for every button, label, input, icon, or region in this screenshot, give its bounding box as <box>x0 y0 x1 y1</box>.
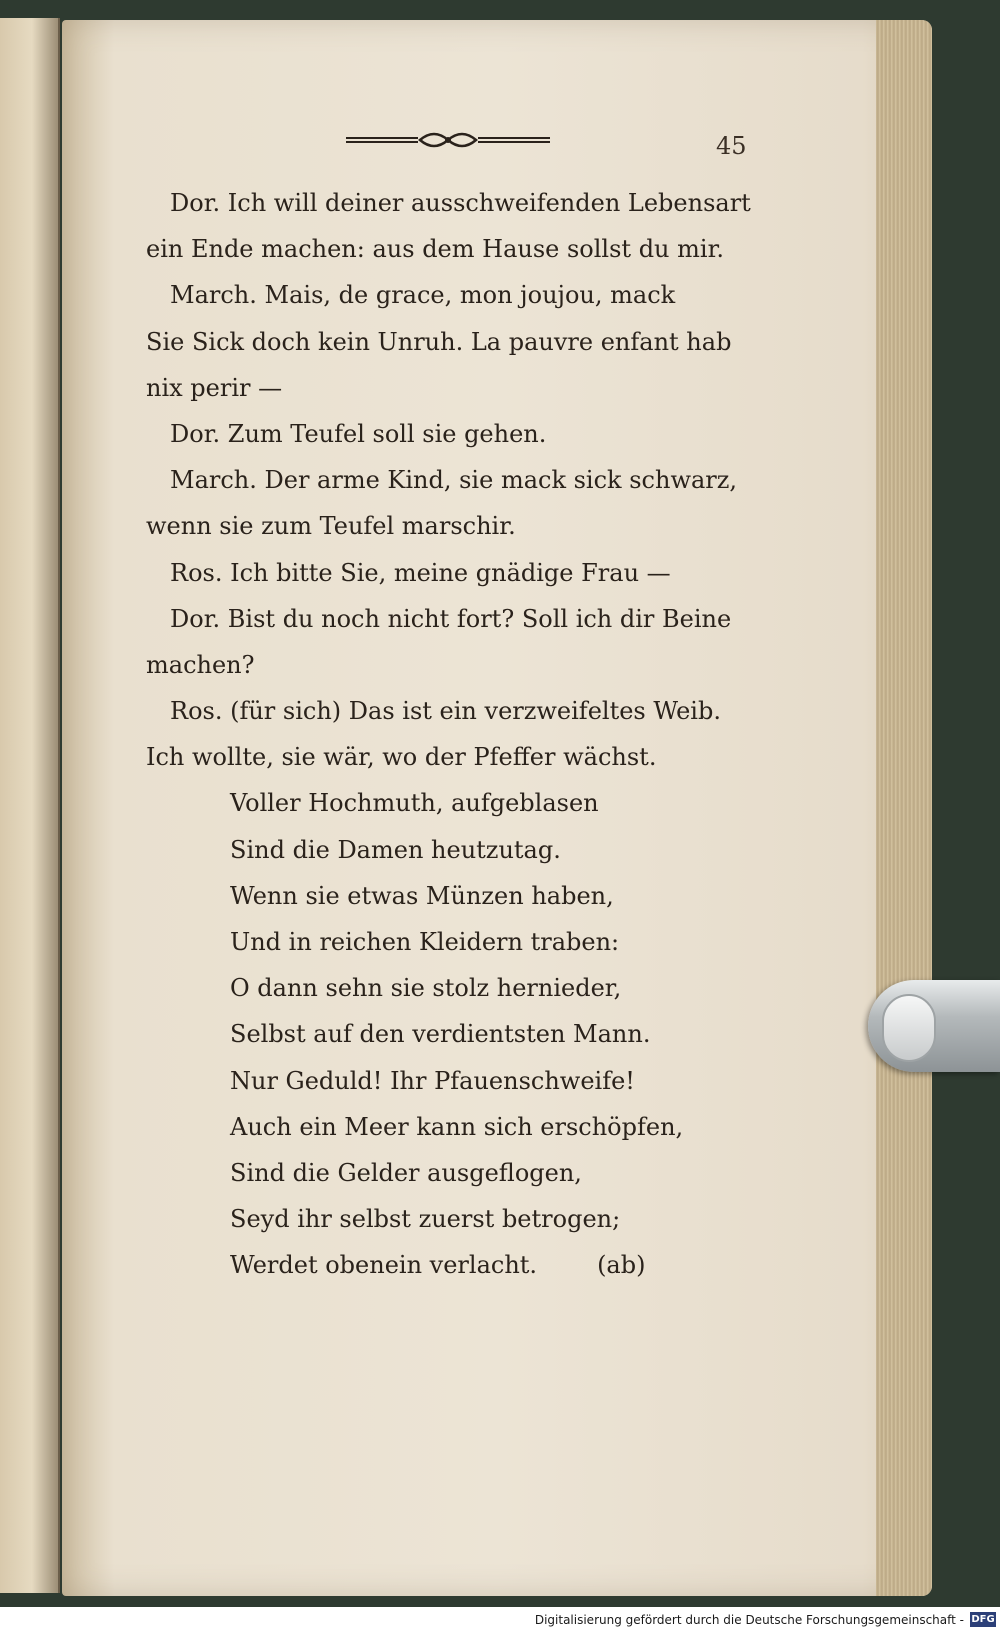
text-line <box>146 550 766 596</box>
line-text: Selbst auf den verdientsten Mann. <box>230 1020 651 1049</box>
text-line <box>146 411 766 457</box>
text-line <box>146 596 766 642</box>
line-text: Nur Geduld! Ihr Pfauenschweife! <box>230 1066 635 1095</box>
line-text: nix perir — <box>146 373 283 402</box>
line-text: Sind die Damen heutzutag. <box>230 835 561 864</box>
line-text: wenn sie zum Teufel marschir. <box>146 512 516 541</box>
line-text: Ros. Ich bitte Sie, meine gnädige Frau — <box>170 558 671 587</box>
text-line <box>146 1242 766 1288</box>
left-page-edge <box>0 18 60 1593</box>
text-line <box>146 919 766 965</box>
line-text: Ros. (für sich) Das ist ein verzweifeltes Weib. <box>170 697 721 726</box>
line-text: Wenn sie etwas Münzen haben, <box>230 881 614 910</box>
text-line <box>146 1104 766 1150</box>
dfg-logo: DFG <box>971 1614 995 1625</box>
text-line <box>146 734 766 780</box>
text-line <box>146 780 766 826</box>
line-text: machen? <box>146 650 255 679</box>
text-line <box>146 873 766 919</box>
line-text: Seyd ihr selbst zuerst betrogen; <box>230 1205 621 1234</box>
page-clip <box>868 980 1000 1072</box>
footer-bar <box>0 1607 1000 1633</box>
text-line <box>146 688 766 734</box>
line-text: O dann sehn sie stolz hernieder, <box>230 974 622 1003</box>
page-edges <box>876 20 932 1596</box>
line-text: Dor. Zum Teufel soll sie gehen. <box>170 419 547 448</box>
text-line <box>146 1196 766 1242</box>
header-ornament <box>346 128 550 152</box>
text-line <box>146 457 766 503</box>
clip-loop <box>882 994 936 1062</box>
text-line <box>146 642 766 688</box>
stage-direction: (ab) <box>597 1251 646 1280</box>
line-text: Dor. Bist du noch nicht fort? Soll ich dir Beine <box>170 604 732 633</box>
line-text: March. Mais, de grace, mon joujou, mack <box>170 281 676 310</box>
footer-credit: Digitalisierung gefördert durch die Deutsche Forschungsgemeinschaft - <box>534 1613 964 1627</box>
line-text: Werdet obenein verlacht. <box>230 1251 538 1280</box>
line-text: Sie Sick doch kein Unruh. La pauvre enfant hab <box>146 327 732 356</box>
text-line <box>146 365 766 411</box>
text-line <box>146 503 766 549</box>
page-text <box>146 180 766 1289</box>
text-line <box>146 1058 766 1104</box>
line-text: Und in reichen Kleidern traben: <box>230 928 620 956</box>
text-line <box>146 827 766 873</box>
line-text: March. Der arme Kind, sie mack sick schwarz, <box>170 466 738 495</box>
text-line <box>146 272 766 318</box>
line-text: Sind die Gelder ausgeflogen, <box>230 1158 582 1187</box>
line-text: Voller Hochmuth, aufgeblasen <box>230 789 599 818</box>
line-text: Dor. Ich will deiner ausschweifenden Lebensart <box>170 189 751 217</box>
text-line <box>146 965 766 1011</box>
page-number: 45 <box>716 132 747 160</box>
line-text: ein Ende machen: aus dem Hause sollst du mir. <box>146 235 725 264</box>
text-line <box>146 180 766 226</box>
text-line <box>146 226 766 272</box>
text-line <box>146 1150 766 1196</box>
text-line <box>146 319 766 365</box>
line-text: Auch ein Meer kann sich erschöpfen, <box>230 1112 684 1141</box>
line-text: Ich wollte, sie wär, wo der Pfeffer wächst. <box>146 743 657 772</box>
text-line <box>146 1011 766 1057</box>
